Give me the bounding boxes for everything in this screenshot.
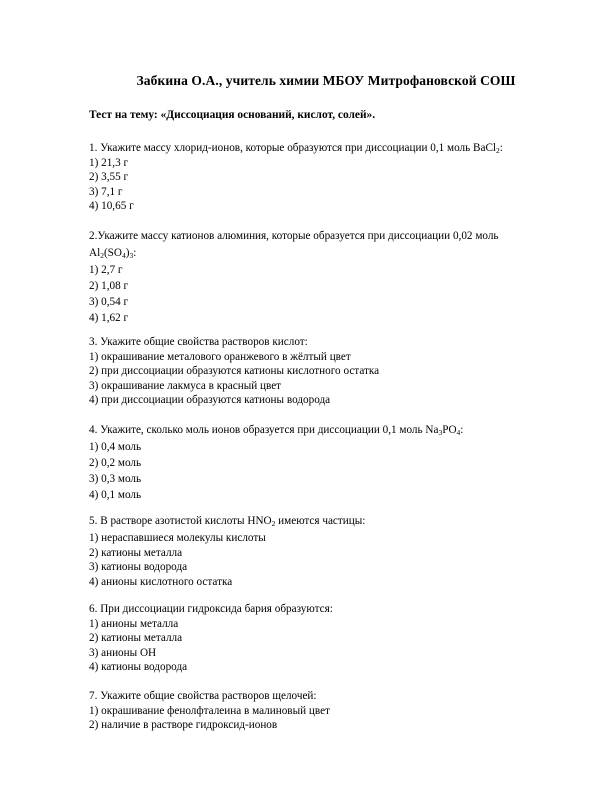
question-6-option-3: 3) анионы OH bbox=[89, 646, 157, 659]
question-6-option-2: 2) катионы металла bbox=[89, 632, 183, 644]
question-4-text: 4. Укажите, сколько моль ионов образуется при диссоциации 0,1 моль $Na_3PO_4$: bbox=[89, 424, 464, 437]
question-5-text: 5. В растворе азотистой кислоты $HNO_2$ имеются частицы: bbox=[89, 515, 366, 528]
question-3-option-2: 2) при диссоциации образуются катионы кислотного остатка bbox=[89, 365, 380, 377]
question-2-option-1: 1) 2,7 г bbox=[89, 264, 123, 276]
question-4-option-1: 1) 0,4 моль bbox=[89, 441, 142, 453]
question-1-option-1: 1) 21,3 г bbox=[89, 156, 129, 169]
question-2 bbox=[89, 229, 549, 327]
question-3 bbox=[89, 335, 549, 408]
question-7-text: 7. Укажите общие свойства растворов щелочей: bbox=[89, 690, 317, 702]
question-3-option-3: 3) окрашивание лакмуса в красный цвет bbox=[89, 379, 282, 392]
question-5 bbox=[89, 514, 549, 589]
question-5-option-1: 1) нераспавшиеся молекулы кислоты bbox=[89, 532, 266, 544]
question-1 bbox=[89, 141, 549, 214]
question-2-text: 2.Укажите массу катионов алюминия, которые образуется при диссоциации 0,02 моль bbox=[89, 230, 499, 242]
question-1-text: 1. Укажите массу хлорид-ионов, которые образуются при диссоциации 0,1 моль BaCl$_2$: bbox=[89, 142, 503, 155]
document-header: Забкина О.А., учитель химии МБОУ Митрофановской СОШ bbox=[136, 73, 516, 88]
question-6-option-4: 4) катионы водорода bbox=[89, 661, 188, 673]
question-4-option-2: 2) 0,2 моль bbox=[89, 457, 142, 469]
question-2-option-2: 2) 1,08 г bbox=[89, 280, 129, 292]
question-1-option-4: 4) 10,65 г bbox=[89, 200, 134, 212]
question-4 bbox=[89, 423, 549, 504]
question-2-option-4: 4) 1,62 г bbox=[89, 312, 129, 324]
question-5-option-2: 2) катионы металла bbox=[89, 546, 183, 559]
test-subtitle: Тест на тему: «Диссоциация оснований, кислот, солей». bbox=[89, 109, 376, 121]
question-4-option-4: 4) 0,1 моль bbox=[89, 489, 142, 501]
question-7 bbox=[89, 689, 549, 733]
question-3-text: 3. Укажите общие свойства растворов кислот: bbox=[89, 336, 308, 348]
question-5-option-4: 4) анионы кислотного остатка bbox=[89, 575, 233, 588]
question-6 bbox=[89, 602, 549, 675]
question-2-option-3: 3) 0,54 г bbox=[89, 296, 129, 308]
question-2-formula: $Al_2(SO_4)_3$: bbox=[89, 247, 137, 260]
question-5-option-3: 3) катионы водорода bbox=[89, 561, 188, 573]
question-7-option-2: 2) наличие в растворе гидроксид-ионов bbox=[89, 719, 278, 731]
question-6-text: 6. При диссоциации гидроксида бария образуются: bbox=[89, 603, 333, 615]
question-3-option-1: 1) окрашивание металового оранжевого в жёлтый цвет bbox=[89, 350, 351, 363]
question-7-option-1: 1) окрашивание фенолфталеина в малиновый цвет bbox=[89, 704, 330, 717]
question-6-option-1: 1) анионы металла bbox=[89, 617, 179, 630]
question-3-option-4: 4) при диссоциации образуются катионы водорода bbox=[89, 394, 331, 406]
question-1-option-2: 2) 3,55 г bbox=[89, 171, 129, 183]
question-4-option-3: 3) 0,3 моль bbox=[89, 473, 142, 485]
question-1-option-3: 3) 7,1 г bbox=[89, 185, 123, 198]
